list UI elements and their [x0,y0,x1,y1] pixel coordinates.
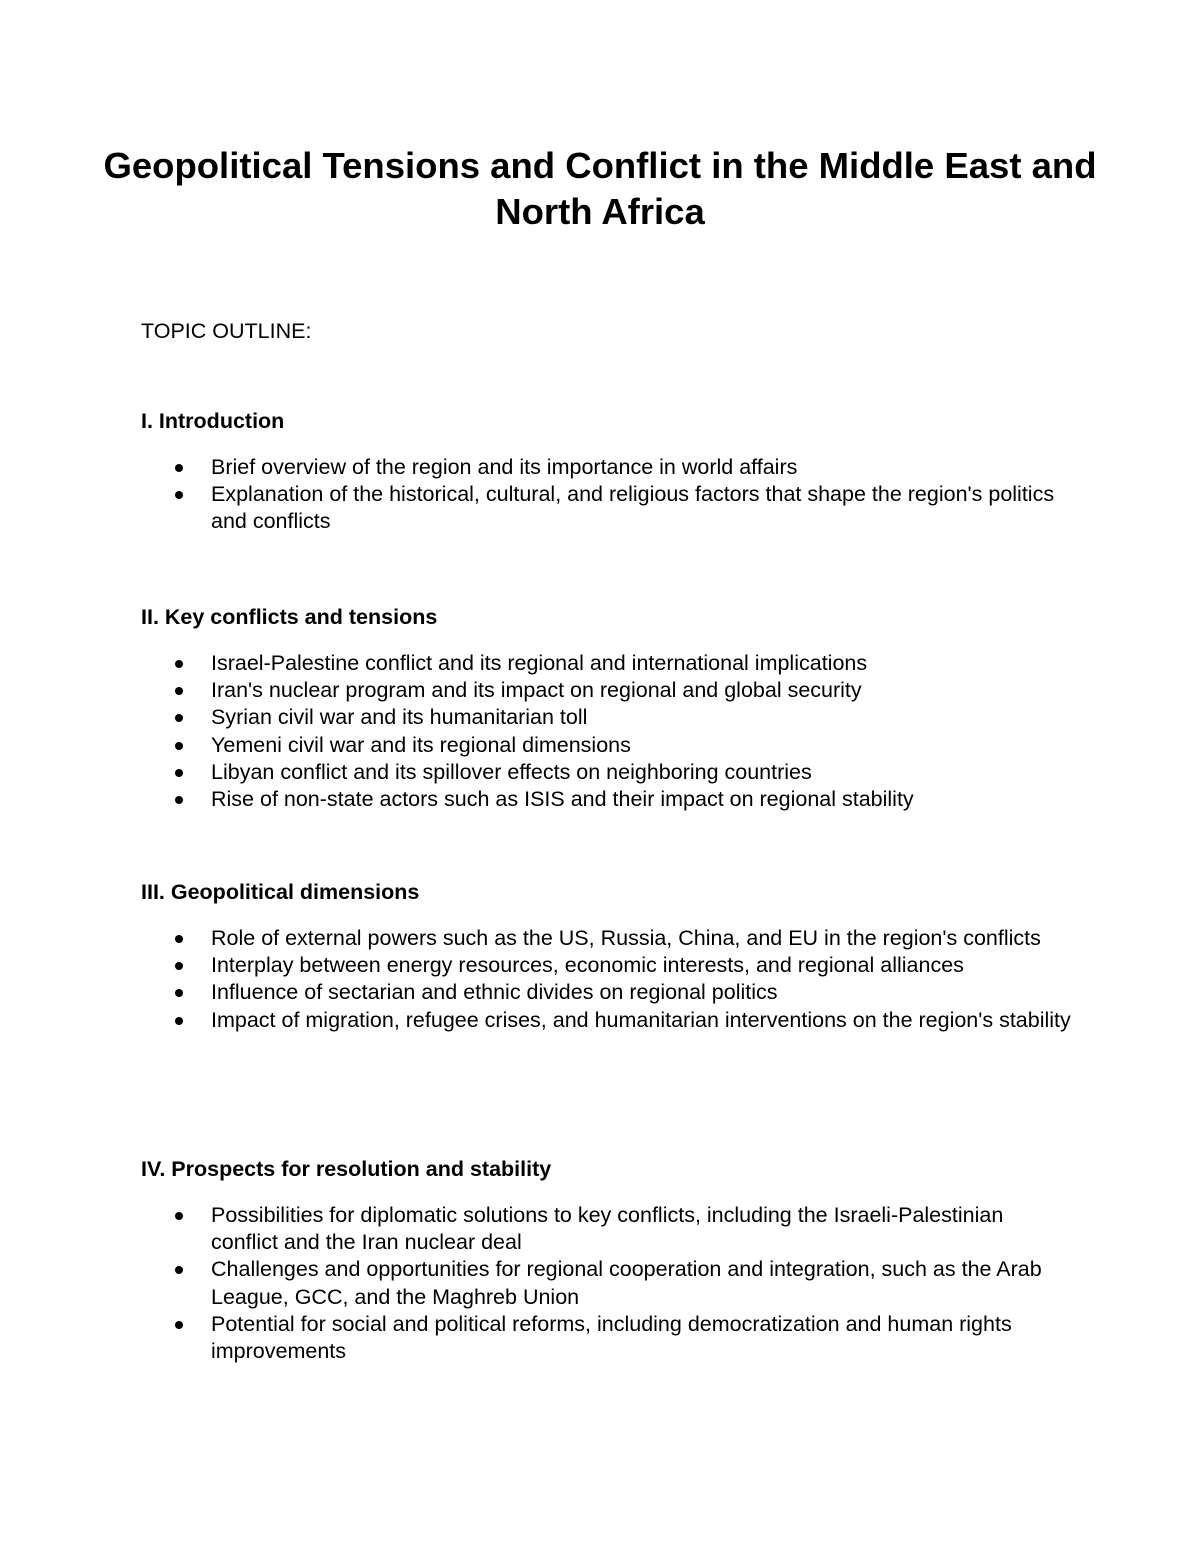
section-heading: IV. Prospects for resolution and stability [141,1157,552,1181]
bullet-list [141,650,1071,813]
list-item [141,481,1071,535]
list-item-text: Israel-Palestine conflict and its regional and international implications [211,651,868,675]
list-item-text: Interplay between energy resources, economic interests, and regional alliances [211,953,964,978]
bullet-icon [175,989,183,997]
list-item [141,1007,1071,1034]
section-prospects [141,1156,1071,1365]
list-item [141,650,1071,677]
list-item [141,979,1071,1006]
list-item-text: Iran's nuclear program and its impact on regional and global security [211,678,862,703]
topic-outline-label: TOPIC OUTLINE: [141,319,312,343]
bullet-icon [175,796,183,804]
bullet-icon [175,769,183,777]
list-item-text: Rise of non-state actors such as ISIS and their impact on regional stability [211,787,914,812]
list-item-text: Yemeni civil war and its regional dimensions [211,732,631,757]
bullet-icon [175,935,183,943]
section-introduction [141,408,1071,536]
bullet-icon [175,742,183,750]
list-item [141,704,1071,731]
bullet-icon [175,1266,183,1274]
bullet-icon [175,660,183,668]
list-item [141,732,1071,759]
list-item [141,1256,1071,1310]
bullet-icon [175,1321,183,1329]
bullet-icon [175,491,183,499]
list-item [141,677,1071,704]
section-heading: II. Key conflicts and tensions [141,605,438,629]
list-item-text: Explanation of the historical, cultural, and religious factors that shape the region's politics and conflicts [211,482,1055,534]
list-item [141,925,1071,952]
section-heading: III. Geopolitical dimensions [141,880,420,904]
list-item [141,1202,1071,1256]
list-item-text: Possibilities for diplomatic solutions to key conflicts, including the Israeli-Palestinian conflict and the Iran nuclear deal [211,1203,1004,1255]
list-item-text: Brief overview of the region and its importance in world affairs [211,455,798,479]
bullet-icon [175,464,183,472]
section-heading: I. Introduction [141,409,285,433]
list-item [141,786,1071,813]
bullet-icon [175,962,183,970]
bullet-list [141,925,1071,1034]
list-item-text: Libyan conflict and its spillover effects on neighboring countries [211,759,812,784]
list-item-text: Impact of migration, refugee crises, and humanitarian interventions on the region's stability [211,1007,1071,1032]
bullet-icon [175,714,183,722]
list-item [141,759,1071,786]
list-item-text: Syrian civil war and its humanitarian toll [211,705,588,730]
list-item-text: Role of external powers such as the US, Russia, China, and EU in the region's conflicts [211,926,1041,950]
list-item [141,454,1071,481]
list-item-text: Potential for social and political reforms, including democratization and human rights improvements [211,1311,1012,1364]
list-item-text: Challenges and opportunities for regional cooperation and integration, such as the Arab League, GCC, and the Maghreb Union [211,1257,1042,1309]
list-item [141,952,1071,979]
bullet-list [141,454,1071,536]
section-geopolitical-dimensions [141,879,1071,1034]
section-key-conflicts [141,604,1071,813]
list-item-text: Influence of sectarian and ethnic divides on regional politics [211,980,778,1005]
document-title: Geopolitical Tensions and Conflict in the Middle East and North Africa [103,145,1097,232]
bullet-icon [175,1017,183,1025]
bullet-list [141,1202,1071,1365]
bullet-icon [175,687,183,695]
list-item [141,1311,1071,1365]
bullet-icon [175,1212,183,1220]
